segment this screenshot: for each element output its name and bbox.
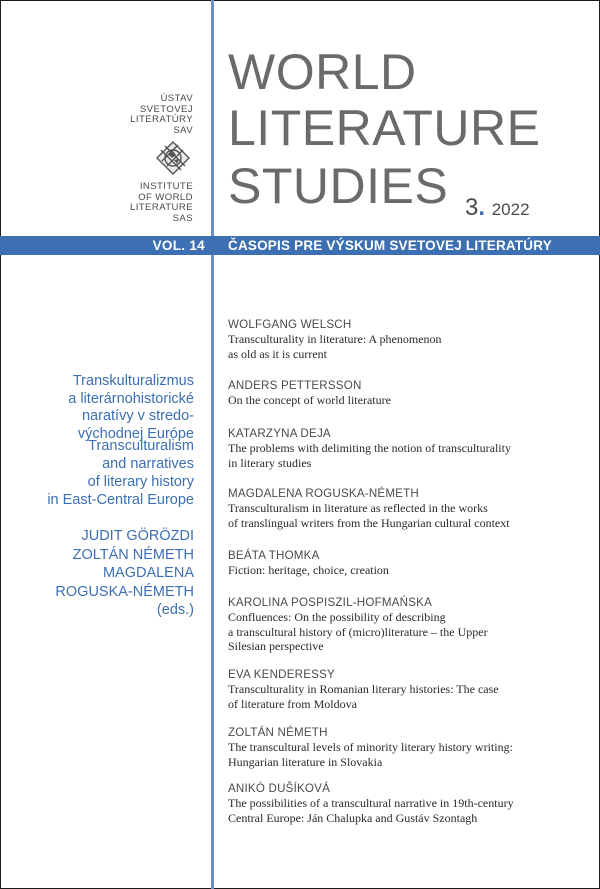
editor-line: JUDIT GÖRÖZDI: [81, 528, 194, 544]
institute-en-line: INSTITUTE: [139, 181, 193, 192]
toc-author: ANIKÓ DUŠÍKOVÁ: [228, 782, 331, 795]
toc-title-line: Central Europe: Ján Chalupka and Gustáv Szontagh: [228, 810, 478, 825]
toc-title: [228, 610, 568, 654]
toc-title: [228, 332, 568, 361]
institute-en-line: OF WORLD: [138, 191, 193, 203]
toc-title-line: as old as it is current: [228, 346, 327, 361]
issue-year: 2022: [491, 200, 530, 219]
theme-sk-line: Transkulturalizmus: [72, 373, 194, 389]
journal-subtitle: ČASOPIS PRE VÝSKUM SVETOVEJ LITERATÚRY: [228, 238, 552, 253]
issue-editors: [55, 527, 194, 620]
toc-title-line: of translingual writers from the Hungarian cultural context: [228, 515, 510, 530]
editor-line: (eds.): [156, 602, 194, 618]
toc-entry: [228, 596, 568, 654]
toc-title-line: a transcultural history of (micro)literature – the Upper: [228, 624, 488, 639]
journal-title-line-1: WORLD: [228, 44, 417, 100]
toc-title: [228, 393, 568, 408]
toc-title: [228, 796, 568, 825]
toc-title-line: Silesian perspective: [228, 639, 324, 653]
toc-entry: [228, 318, 568, 361]
toc-title-line: Transculturality in Romanian literary histories: The case: [228, 682, 499, 696]
theme-en-line: of literary history: [87, 474, 194, 490]
toc-title: [228, 441, 568, 470]
theme-en-line: in East-Central Europe: [47, 492, 194, 508]
issue-theme-en: [47, 437, 194, 509]
issue-theme-sk: [68, 373, 194, 443]
toc-author: WOLFGANG WELSCH: [228, 318, 352, 331]
toc-entry: [228, 782, 568, 825]
institute-en-line: SAS: [172, 212, 193, 224]
toc-entry: [228, 379, 568, 408]
issue-number: [465, 194, 530, 222]
toc-author: ANDERS PETTERSSON: [228, 379, 362, 392]
globe-logo-icon: [155, 138, 191, 178]
theme-en-line: Transculturalism: [88, 438, 194, 454]
journal-title-line-3: STUDIES: [228, 158, 449, 214]
editor-line: ZOLTÁN NÉMETH: [72, 546, 194, 563]
institute-sk-line: LITERATÚRY: [130, 114, 193, 126]
editor-line: ROGUSKA-NÉMETH: [55, 583, 194, 600]
toc-author: MAGDALENA ROGUSKA-NÉMETH: [228, 487, 419, 500]
toc-title-line: in literary studies: [228, 455, 312, 470]
institute-sk-line: ÚSTAV: [160, 93, 193, 104]
issue-num: 3: [465, 194, 479, 221]
toc-title-line: On the concept of world literature: [228, 393, 391, 407]
toc-title: [228, 682, 568, 711]
theme-en-line: and narratives: [102, 456, 194, 472]
toc-title-line: The problems with delimiting the notion of transculturality: [228, 441, 511, 455]
toc-title: [228, 501, 568, 530]
toc-entry: [228, 549, 568, 578]
toc-title: [228, 740, 568, 769]
theme-sk-line: východnej Európe: [77, 425, 194, 442]
institute-name-en: [130, 182, 193, 224]
institute-sk-line: SAV: [173, 124, 193, 136]
toc-title-line: Fiction: heritage, choice, creation: [228, 563, 389, 577]
toc-entry: [228, 726, 568, 769]
editor-line: MAGDALENA: [102, 565, 194, 581]
theme-sk-line: naratívy v stredo-: [81, 408, 194, 424]
toc-title-line: Transculturalism in literature as reflected in the works: [228, 501, 488, 515]
issue-dot: .: [478, 194, 486, 221]
toc-author: EVA KENDERESSY: [228, 668, 335, 681]
toc-title-line: The possibilities of a transcultural narrative in 19th-century: [228, 796, 514, 810]
toc-entry: [228, 487, 568, 530]
toc-entry: [228, 668, 568, 711]
toc-title-line: Transculturality in literature: A phenomenon: [228, 332, 442, 346]
toc-title: [228, 563, 568, 578]
toc-author: KATARZYNA DEJA: [228, 427, 331, 440]
toc-author: ZOLTÁN NÉMETH: [228, 726, 328, 739]
toc-title-line: Confluences: On the possibility of describing: [228, 610, 446, 624]
institute-sk-line: SVETOVEJ: [139, 103, 193, 115]
institute-name-sk: [130, 94, 193, 136]
toc-author: KAROLINA POSPISZIL-HOFMAŃSKA: [228, 596, 433, 609]
theme-sk-line: a literárnohistorické: [68, 390, 194, 407]
toc-author: BEÁTA THOMKA: [228, 549, 320, 562]
institute-en-line: LITERATURE: [130, 202, 193, 214]
toc-title-line: of literature from Moldova: [228, 696, 357, 711]
toc-title-line: Hungarian literature in Slovakia: [228, 754, 383, 769]
toc-entry: [228, 427, 568, 470]
journal-title-line-2: LITERATURE: [228, 100, 541, 156]
volume-label: VOL. 14: [152, 238, 205, 253]
vertical-rule: [211, 0, 214, 889]
toc-title-line: The transcultural levels of minority literary history writing:: [228, 740, 513, 754]
